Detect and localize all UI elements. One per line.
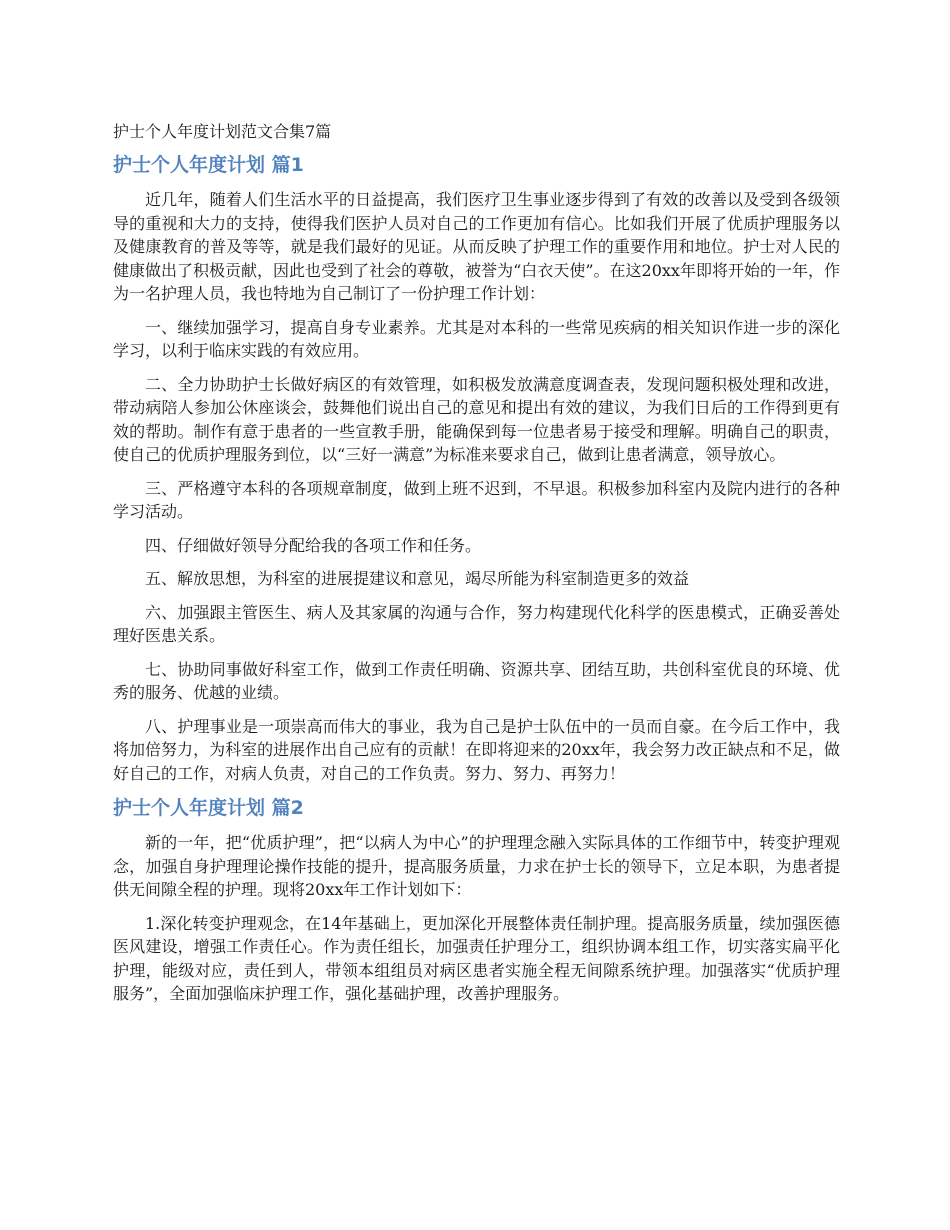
paragraph: 一、继续加强学习，提高自身专业素养。尤其是对本科的一些常见疾病的相关知识作进一步的深化学习，以利于临床实践的有效应用。 bbox=[113, 317, 840, 360]
paragraph: 三、严格遵守本科的各项规章制度，做到上班不迟到，不早退。积极参加科室内及院内进行的各种学习活动。 bbox=[113, 478, 840, 521]
paragraph: 四、仔细做好领导分配给我的各项工作和任务。 bbox=[145, 535, 482, 555]
paragraph: 二、全力协助护士长做好病区的有效管理，如积极发放满意度调查表，发现问题积极处理和改进，带动病陪人参加公休座谈会，鼓舞他们说出自己的意见和提出有效的建议，为我们日后的工作得到更有效的帮助。制作有意于患者的一些宣教手册，能确保到每一位患者易于接受和理解。明确自己的职责，使自己的优质护理服务到位，以“三好一满意”为标准来要求自己，做到让患者满意，领导放心。 bbox=[113, 374, 840, 464]
section-heading: 护士个人年度计划 篇2 bbox=[113, 797, 304, 819]
paragraph: 1.深化转变护理观念，在14年基础上，更加深化开展整体责任制护理。提高服务质量，续加强医德医风建设，增强工作责任心。作为责任组长，加强责任护理分工，组织协调本组工作，切实落实扁平化护理，能级对应，责任到人，带领本组组员对病区患者实施全程无间隙系统护理。加强落实“优质护理服务”，全面加强临床护理工作，强化基础护理，改善护理服务。 bbox=[113, 913, 840, 1003]
section-1 bbox=[113, 152, 840, 785]
paragraph: 八、护理事业是一项崇高而伟大的事业，我为自己是护士队伍中的一员而自豪。在今后工作中，我将加倍努力，为科室的进展作出自己应有的贡献！在即将迎来的20xx年，我会努力改正缺点和不足，做好自己的工作，对病人负责，对自己的工作负责。努力、努力、再努力！ bbox=[113, 716, 840, 783]
paragraph: 七、协助同事做好科室工作，做到工作责任明确、资源共享、团结互助，共创科室优良的环境、优秀的服务、优越的业绩。 bbox=[113, 659, 840, 702]
section-heading: 护士个人年度计划 篇1 bbox=[113, 154, 304, 176]
paragraph: 六、加强跟主管医生、病人及其家属的沟通与合作，努力构建现代化科学的医患模式，正确妥善处理好医患关系。 bbox=[113, 602, 840, 645]
document-page bbox=[113, 120, 840, 1016]
paragraph: 五、解放思想，为科室的进展提建议和意见，竭尽所能为科室制造更多的效益 bbox=[145, 569, 690, 588]
document-title: 护士个人年度计划范文合集7篇 bbox=[113, 122, 332, 141]
section-2 bbox=[113, 795, 840, 1006]
paragraph: 新的一年，把“优质护理”，把“以病人为中心”的护理理念融入实际具体的工作细节中，转变护理观念，加强自身护理理论操作技能的提升，提高服务质量，力求在护士长的领导下，立足本职，为患者提供无间隙全程的护理。现将20xx年工作计划如下： bbox=[113, 833, 840, 899]
paragraph: 近几年，随着人们生活水平的日益提高，我们医疗卫生事业逐步得到了有效的改善以及受到各级领导的重视和大力的支持，使得我们医护人员对自己的工作更加有信心。比如我们开展了优质护理服务以及健康教育的普及等等，就是我们最好的见证。从而反映了护理工作的重要作用和地位。护士对人民的健康做出了积极贡献，因此也受到了社会的尊敬，被誉为“白衣天使”。在这20xx年即将开始的一年，作为一名护理人员，我也特地为自己制订了一份护理工作计划： bbox=[113, 190, 840, 303]
